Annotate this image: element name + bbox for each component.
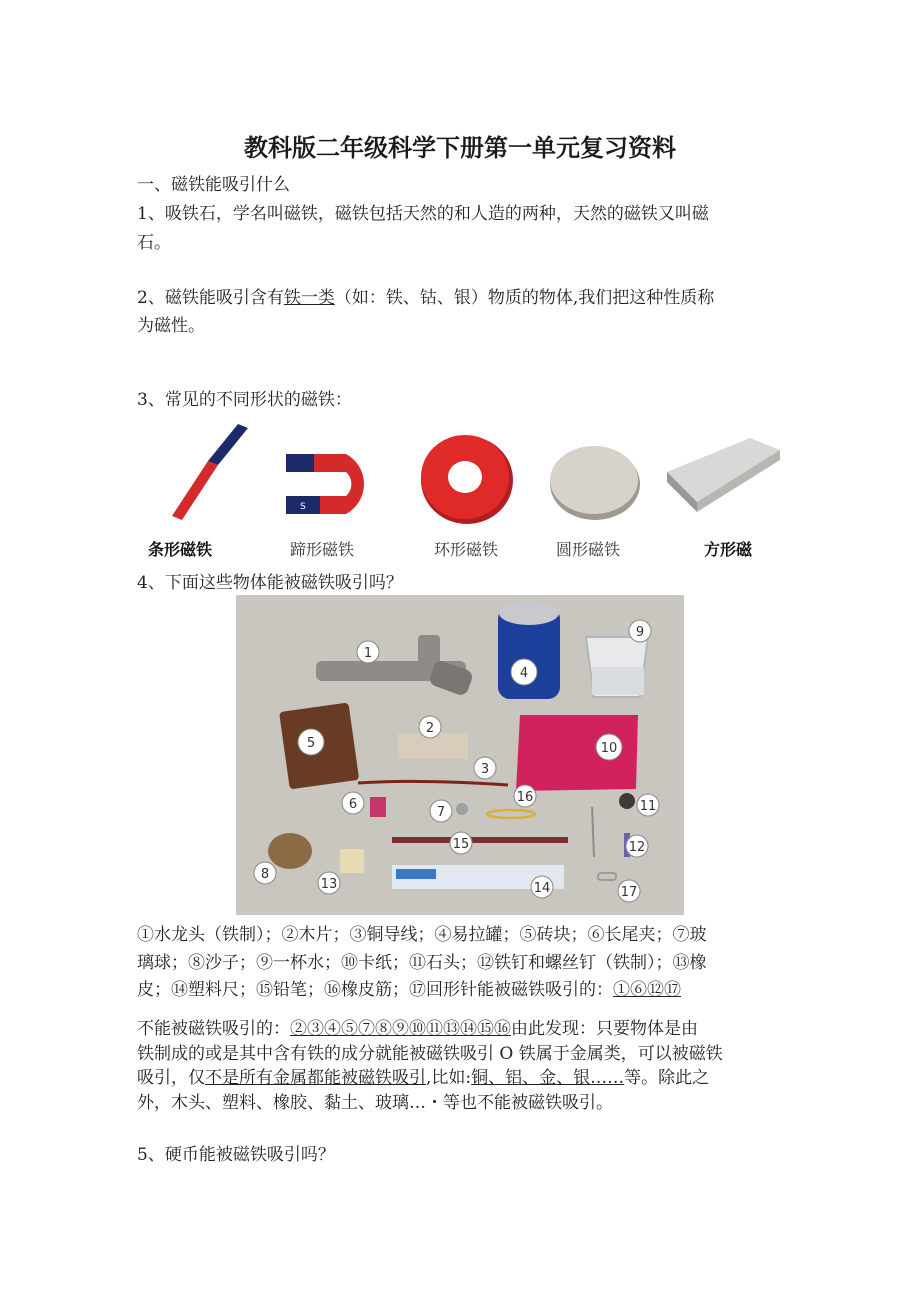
photo-label-14: 14 xyxy=(533,881,551,896)
magnet-label-ring: 环形磁铁 xyxy=(434,540,499,559)
page-title: 教科版二年级科学下册第一单元复习资料 xyxy=(244,134,676,162)
binder-clip-icon xyxy=(370,797,386,817)
conclusion-line-3-c: 等。除此之 xyxy=(624,1068,710,1088)
svg-text:S: S xyxy=(300,502,306,512)
ring-magnet-icon xyxy=(421,435,513,524)
photo-label-16: 16 xyxy=(516,790,534,805)
non-attracted-items: ②③④⑤⑦⑧⑨⑩⑪⑬⑭⑮⑯ xyxy=(290,1019,511,1039)
paragraph-2-pre: 2、磁铁能吸引含有 xyxy=(137,288,284,308)
sand-pile-icon xyxy=(268,833,312,869)
magnet-label-disc: 圆形磁铁 xyxy=(556,540,621,559)
photo-label-2: 2 xyxy=(425,721,435,736)
photo-label-7: 7 xyxy=(436,805,446,820)
items-line-1: ①水龙头（铁制）；②木片；③铜导线；④易拉罐；⑤砖块；⑥长尾夹；⑦玻 xyxy=(137,925,707,945)
photo-label-8: 8 xyxy=(260,867,270,882)
glass-of-water-icon xyxy=(586,637,648,697)
paragraph-4: 4、下面这些物体能被磁铁吸引吗？ xyxy=(137,573,403,593)
magnet-shapes xyxy=(150,420,790,530)
magnet-label-square: 方形磁 xyxy=(704,540,753,559)
conclusion-line-3 xyxy=(137,1065,709,1091)
pencil-icon xyxy=(392,837,568,843)
photo-label-4: 4 xyxy=(519,666,529,681)
objects-photo xyxy=(236,595,684,915)
items-line-3 xyxy=(137,977,681,1003)
glass-marble-icon xyxy=(456,803,468,815)
photo-label-9: 9 xyxy=(635,625,645,640)
items-line-2: 璃球；⑧沙子；⑨一杯水；⑩卡纸；⑪石头；⑫铁钉和螺丝钉（铁制）；⑬橡 xyxy=(137,953,707,973)
photo-label-3: 3 xyxy=(480,762,490,777)
conclusion-line-1-post: 由此发现：只要物体是由 xyxy=(511,1019,698,1039)
magnet-label-bar: 条形磁铁 xyxy=(148,540,213,559)
paragraph-1-line-2: 石。 xyxy=(137,233,171,253)
conclusion-note: 不是所有金属都能被磁铁吸引 xyxy=(205,1068,426,1088)
section-heading: 一、磁铁能吸引什么 xyxy=(137,175,290,195)
stone-icon xyxy=(619,793,635,809)
attracted-items: ①⑥⑫⑰ xyxy=(613,980,681,1000)
items-line-3-text: 皮；⑭塑料尺；⑮铅笔；⑯橡皮筋；⑰回形针能被磁铁吸引的： xyxy=(137,980,613,1000)
paragraph-2-line-1 xyxy=(137,285,714,311)
photo-label-11: 11 xyxy=(639,799,657,814)
conclusion-line-2: 铁制成的或是其中含有铁的成分就能被磁铁吸引 O 铁属于金属类，可以被磁铁 xyxy=(137,1044,723,1064)
conclusion-line-3-b: ,比如: xyxy=(426,1068,472,1088)
paragraph-2-post: （如：铁、钴、银）物质的物体,我们把这种性质称 xyxy=(334,288,715,308)
conclusion-line-1 xyxy=(137,1016,698,1042)
disc-magnet-icon xyxy=(550,446,640,520)
photo-label-17: 17 xyxy=(620,885,638,900)
photo-label-6: 6 xyxy=(348,797,358,812)
photo-label-10: 10 xyxy=(600,741,618,756)
magnet-label-horseshoe: 蹄形磁铁 xyxy=(290,540,355,559)
paragraph-1-line-1: 1、吸铁石，学名叫磁铁，磁铁包括天然的和人造的两种，天然的磁铁又叫磁 xyxy=(137,204,709,224)
paragraph-2-underlined: 铁一类 xyxy=(283,288,335,308)
paragraph-2-line-2: 为磁性。 xyxy=(137,316,205,336)
square-magnet-icon xyxy=(667,438,780,512)
photo-label-5: 5 xyxy=(306,736,316,751)
conclusion-line-1-pre: 不能被磁铁吸引的： xyxy=(137,1019,290,1039)
paragraph-3: 3、常见的不同形状的磁铁： xyxy=(137,390,352,410)
metal-examples: 铜、铝、金、银…… xyxy=(471,1068,625,1088)
eraser-icon xyxy=(340,849,364,873)
conclusion-line-4: 外，木头、塑料、橡胶、黏土、玻璃…・等也不能被磁铁吸引。 xyxy=(137,1093,613,1113)
photo-label-1: 1 xyxy=(363,646,373,661)
photo-label-13: 13 xyxy=(320,877,338,892)
paragraph-5: 5、硬币能被磁铁吸引吗？ xyxy=(137,1145,335,1165)
photo-label-12: 12 xyxy=(628,840,646,855)
horseshoe-magnet-icon xyxy=(286,454,364,514)
conclusion-line-3-a: 吸引，仅 xyxy=(137,1068,205,1088)
bar-magnet-icon xyxy=(172,424,248,520)
photo-label-15: 15 xyxy=(452,837,470,852)
